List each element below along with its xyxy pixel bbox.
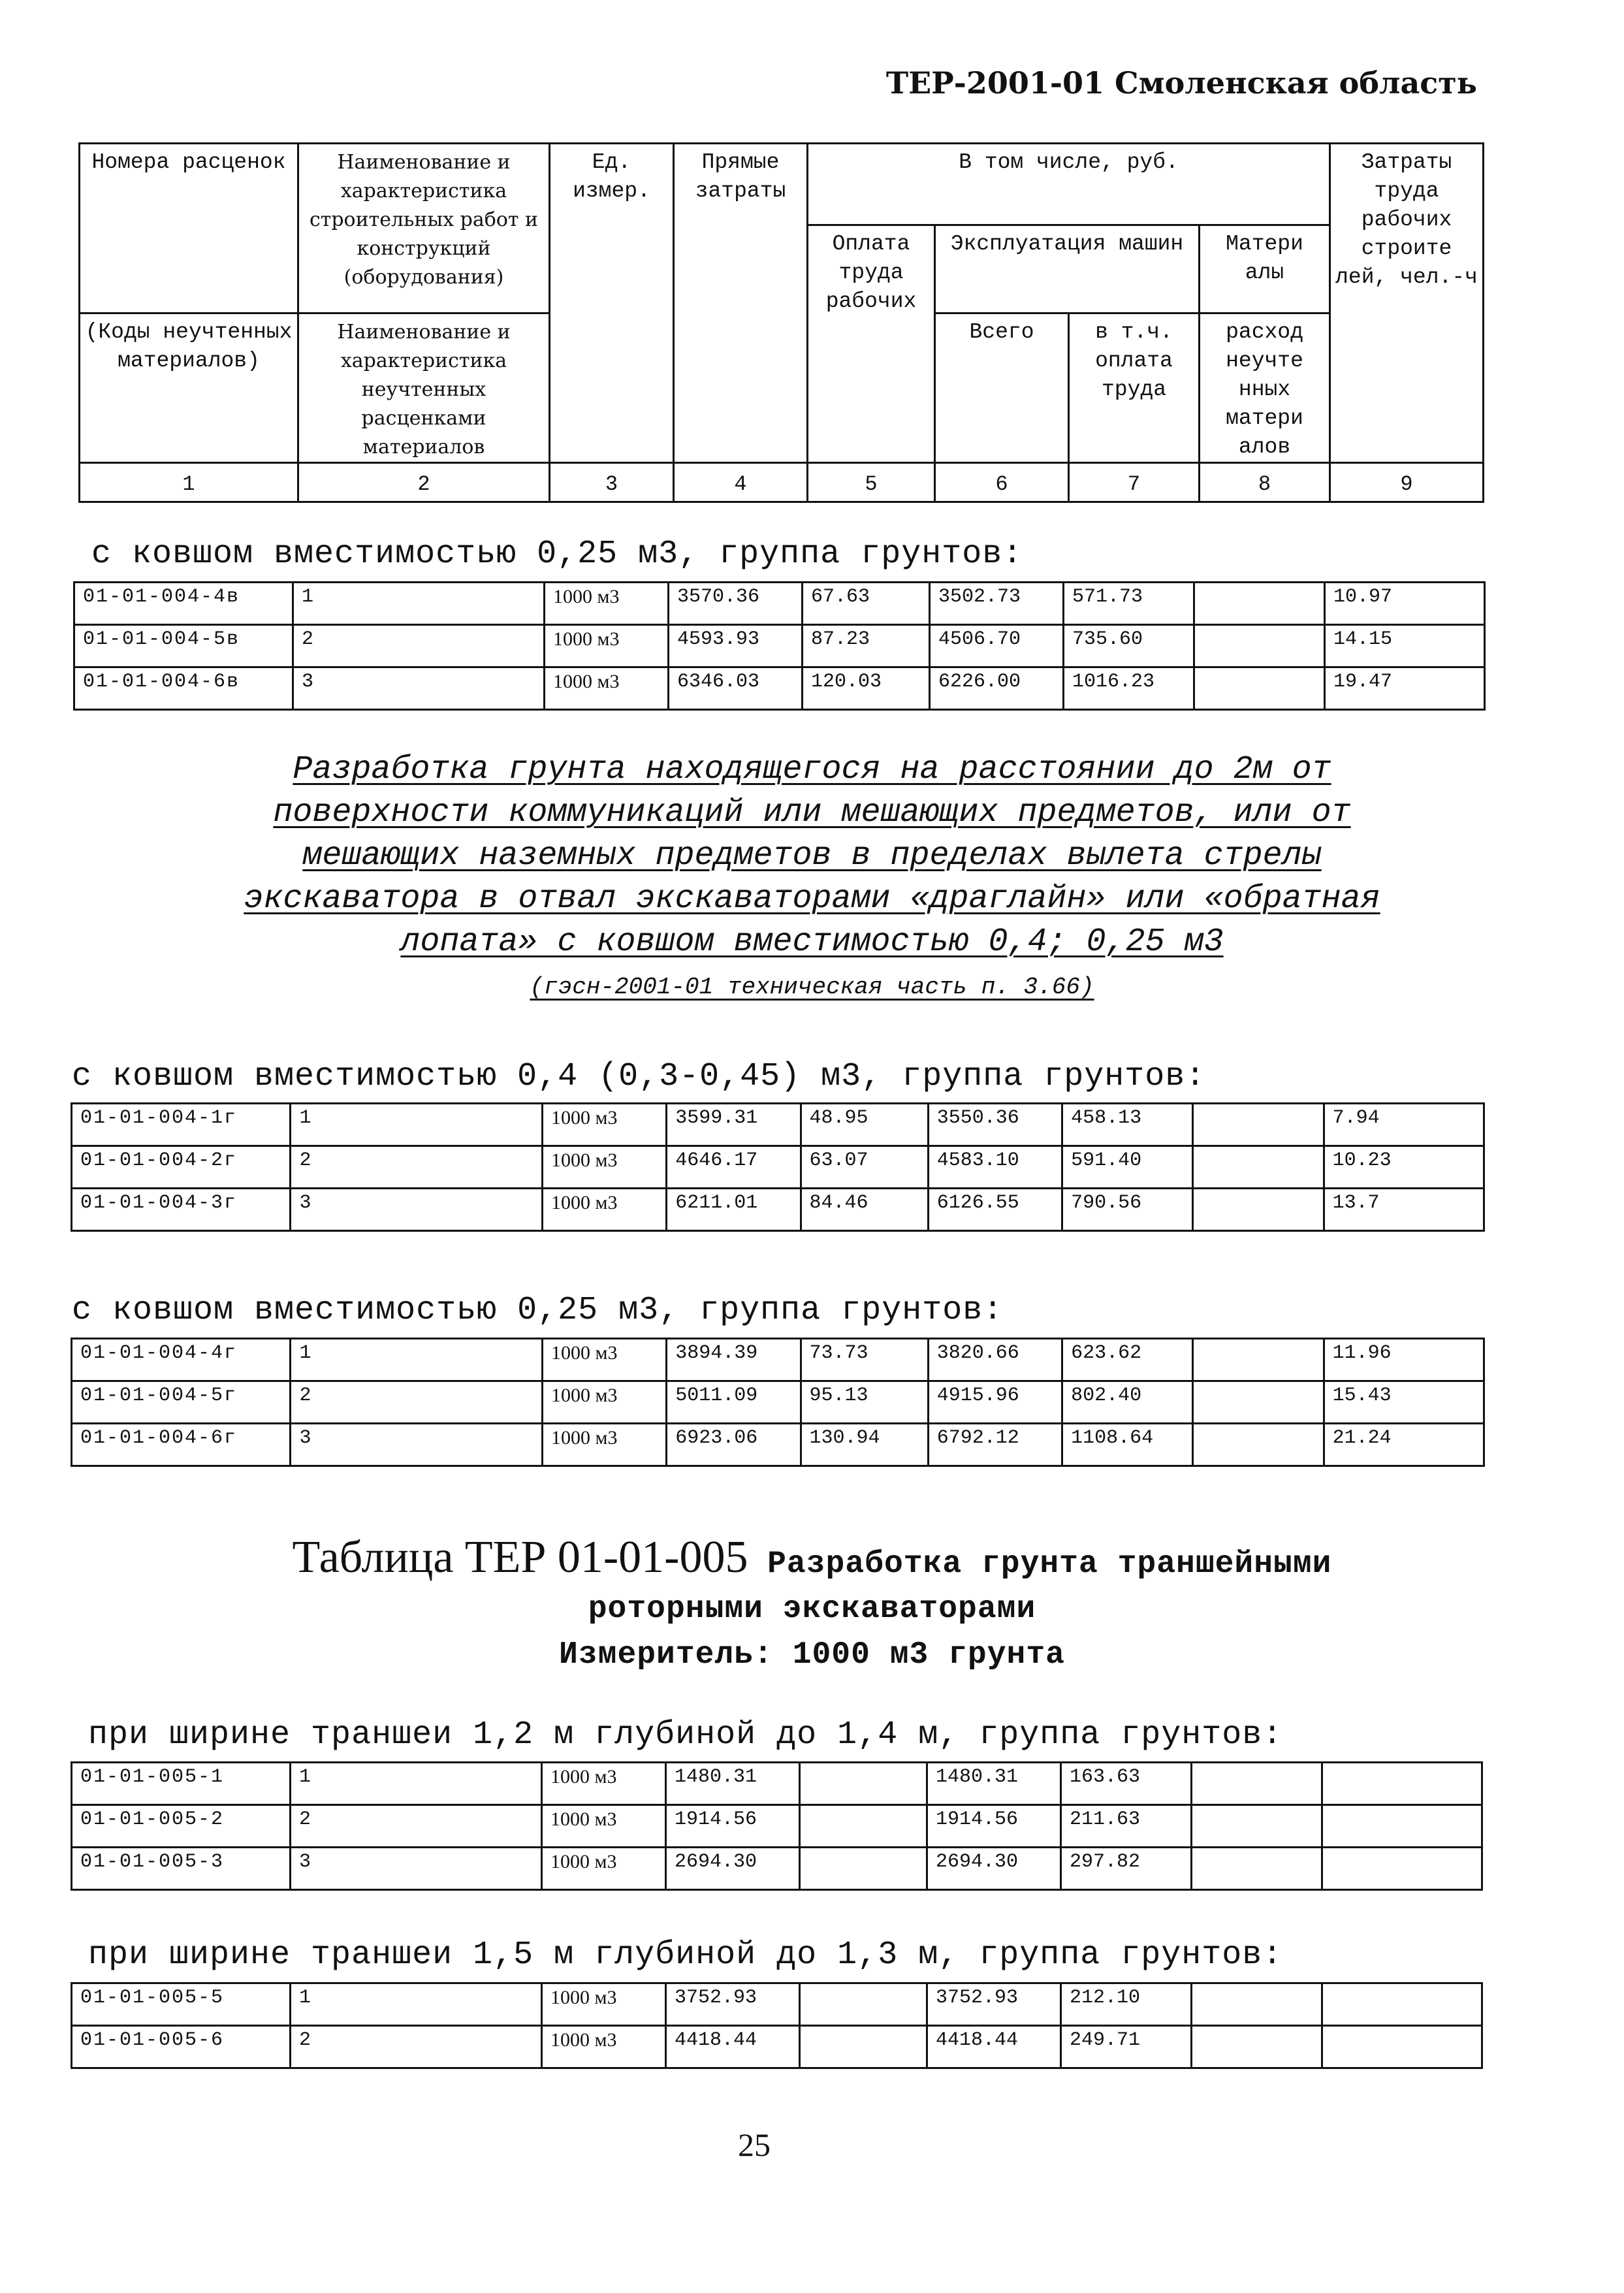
machines-total: 4506.70: [930, 625, 1064, 667]
direct-costs: 1480.31: [666, 1763, 800, 1805]
table-row: [72, 1424, 1484, 1466]
col-number: 7: [1069, 463, 1200, 502]
labor-costs: 10.97: [1325, 583, 1485, 625]
machines-wage: 249.71: [1061, 2026, 1192, 2068]
machines-total: 3550.36: [928, 1104, 1062, 1146]
materials: [1192, 1848, 1322, 1890]
rate-code: 01-01-004-5в: [74, 625, 293, 667]
materials: [1193, 1424, 1324, 1466]
page-header: ТЕР-2001-01 Смоленская область: [885, 65, 1477, 101]
header-direct-cell: Прямые затраты: [674, 144, 808, 463]
rate-code: 01-01-004-6г: [72, 1424, 291, 1466]
machines-total: 3752.93: [927, 1983, 1061, 2026]
machines-total: 6226.00: [930, 667, 1064, 710]
rate-code: 01-01-004-1г: [72, 1104, 291, 1146]
header-name-top: Наименование и характеристика строительных работ и конструкций (оборудования): [298, 144, 550, 313]
unit: 1000 м3: [545, 625, 669, 667]
machines-total: 2694.30: [927, 1848, 1061, 1890]
table-row: [72, 1339, 1484, 1381]
rates-table: [71, 1102, 1485, 1232]
materials: [1192, 2026, 1322, 2068]
labor-costs: 15.43: [1324, 1381, 1484, 1424]
header-machines: Эксплуатация машин: [935, 225, 1200, 313]
machines-wage: 1016.23: [1064, 667, 1194, 710]
rate-code: 01-01-004-6в: [74, 667, 293, 710]
table-row: [72, 1983, 1482, 2026]
rate-code: 01-01-005-3: [72, 1848, 291, 1890]
unit: 1000 м3: [542, 1983, 666, 2026]
wage: 48.95: [801, 1104, 928, 1146]
wage: [800, 1763, 927, 1805]
direct-costs: 3752.93: [666, 1983, 800, 2026]
labor-costs: 10.23: [1324, 1146, 1484, 1189]
rate-code: 01-01-004-4в: [74, 583, 293, 625]
wage: 63.07: [801, 1146, 928, 1189]
labor-costs: [1322, 2026, 1482, 2068]
rates-table: [71, 1982, 1483, 2069]
section-description: [0, 751, 1624, 1010]
wage: 120.03: [803, 667, 930, 710]
unit: 1000 м3: [542, 2026, 666, 2068]
header-wage: Оплата труда рабочих: [808, 225, 935, 463]
wage: [800, 1805, 927, 1848]
header-total: Всего: [935, 313, 1069, 463]
machines-total: 1914.56: [927, 1805, 1061, 1848]
section-title: при ширине траншеи 1,2 м глубиной до 1,4 м, группа грунтов:: [88, 1716, 1283, 1754]
machines-wage: 212.10: [1061, 1983, 1192, 2026]
machines-total: 6792.12: [928, 1424, 1062, 1466]
labor-costs: [1322, 1983, 1482, 2026]
wage: 95.13: [801, 1381, 928, 1424]
materials: [1194, 625, 1325, 667]
materials: [1193, 1339, 1324, 1381]
header-unit-cell: Ед. измер.: [550, 144, 674, 463]
machines-wage: 735.60: [1064, 625, 1194, 667]
rate-code: 01-01-005-5: [72, 1983, 291, 2026]
direct-costs: 2694.30: [666, 1848, 800, 1890]
labor-costs: [1322, 1763, 1482, 1805]
rates-table: [71, 1761, 1483, 1891]
col-number: 6: [935, 463, 1069, 502]
unit: 1000 м3: [542, 1381, 666, 1424]
table-title-line2: роторными экскаваторами: [588, 1592, 1036, 1627]
soil-group: 2: [293, 625, 545, 667]
table-row: [74, 667, 1485, 710]
section-title: при ширине траншеи 1,5 м глубиной до 1,3 м, группа грунтов:: [88, 1936, 1283, 1974]
materials: [1194, 583, 1325, 625]
rates-table: [73, 581, 1486, 711]
page-number: 25: [738, 2126, 771, 2163]
header-labor-cell: Затраты труда рабочих строите лей, чел.-ч: [1330, 144, 1484, 463]
header-including-cell: В том числе, руб.: [808, 144, 1330, 225]
labor-costs: 21.24: [1324, 1424, 1484, 1466]
soil-group: 3: [293, 667, 545, 710]
soil-group: 1: [291, 1983, 542, 2026]
header-grid: [78, 142, 1484, 503]
rate-code: 01-01-004-4г: [72, 1339, 291, 1381]
table-row: [72, 1381, 1484, 1424]
soil-group: 3: [291, 1424, 543, 1466]
machines-total: 4583.10: [928, 1146, 1062, 1189]
unit: 1000 м3: [542, 1848, 666, 1890]
soil-group: 2: [291, 1146, 543, 1189]
wage: 84.46: [801, 1189, 928, 1231]
col-number: 3: [550, 463, 674, 502]
rate-code: 01-01-005-6: [72, 2026, 291, 2068]
machines-wage: 458.13: [1062, 1104, 1193, 1146]
direct-costs: 4593.93: [669, 625, 803, 667]
machines-total: 1480.31: [927, 1763, 1061, 1805]
col-number: 9: [1330, 463, 1484, 502]
machines-wage: 571.73: [1064, 583, 1194, 625]
table-row: [72, 1189, 1484, 1231]
direct-costs: 6211.01: [667, 1189, 801, 1231]
soil-group: 2: [291, 2026, 542, 2068]
unit: 1000 м3: [542, 1424, 666, 1466]
direct-costs: 3894.39: [667, 1339, 801, 1381]
col-number: 2: [298, 463, 550, 502]
col-number: 5: [808, 463, 935, 502]
machines-wage: 790.56: [1062, 1189, 1193, 1231]
labor-costs: 13.7: [1324, 1189, 1484, 1231]
table-row: [72, 2026, 1482, 2068]
labor-costs: [1322, 1848, 1482, 1890]
col-number: 1: [80, 463, 298, 502]
direct-costs: 3599.31: [667, 1104, 801, 1146]
header-unaccounted: расход неучте нных матери алов: [1200, 313, 1330, 463]
rate-code: 01-01-005-1: [72, 1763, 291, 1805]
direct-costs: 5011.09: [667, 1381, 801, 1424]
machines-total: 6126.55: [928, 1189, 1062, 1231]
rate-code: 01-01-004-2г: [72, 1146, 291, 1189]
soil-group: 1: [293, 583, 545, 625]
wage: [800, 2026, 927, 2068]
table-row: [72, 1848, 1482, 1890]
description-line: поверхности коммуникаций или мешающих предметов, или от: [273, 794, 1351, 831]
soil-group: 2: [291, 1381, 543, 1424]
unit: 1000 м3: [542, 1763, 666, 1805]
unit: 1000 м3: [545, 667, 669, 710]
rate-code: 01-01-005-2: [72, 1805, 291, 1848]
description-line: мешающих наземных предметов в пределах вылета стрелы: [302, 837, 1322, 874]
table-measure: Измеритель: 1000 м3 грунта: [559, 1637, 1065, 1673]
machines-total: 4915.96: [928, 1381, 1062, 1424]
direct-costs: 1914.56: [666, 1805, 800, 1848]
table-title-line1: Разработка грунта траншейными: [767, 1547, 1332, 1582]
unit: 1000 м3: [542, 1805, 666, 1848]
materials: [1193, 1104, 1324, 1146]
unit: 1000 м3: [542, 1146, 666, 1189]
wage: [800, 1983, 927, 2026]
header-materials: Матери алы: [1200, 225, 1330, 313]
description-line: лопата» с ковшом вместимостью 0,4; 0,25 м3: [400, 923, 1224, 961]
labor-costs: 19.47: [1325, 667, 1485, 710]
col-number: 4: [674, 463, 808, 502]
header-codes-top: Номера расценок: [80, 144, 298, 313]
description-line: Разработка грунта находящегося на расстоянии до 2м от: [293, 751, 1331, 788]
unit: 1000 м3: [542, 1339, 666, 1381]
table-row: [72, 1805, 1482, 1848]
materials: [1192, 1763, 1322, 1805]
materials: [1192, 1983, 1322, 2026]
materials: [1193, 1146, 1324, 1189]
materials: [1192, 1805, 1322, 1848]
machines-wage: 211.63: [1061, 1805, 1192, 1848]
wage: 73.73: [801, 1339, 928, 1381]
header-name-bottom: Наименование и характеристика неучтенных расценками материалов: [298, 313, 550, 463]
header-codes-bottom: (Коды неучтенных материалов): [80, 313, 298, 463]
table-row: [72, 1104, 1484, 1146]
wage: 87.23: [803, 625, 930, 667]
soil-group: 1: [291, 1104, 543, 1146]
soil-group: 3: [291, 1189, 543, 1231]
wage: 67.63: [803, 583, 930, 625]
direct-costs: 6346.03: [669, 667, 803, 710]
machines-total: 3820.66: [928, 1339, 1062, 1381]
col-number: 8: [1200, 463, 1330, 502]
unit: 1000 м3: [542, 1104, 666, 1146]
materials: [1194, 667, 1325, 710]
unit: 1000 м3: [542, 1189, 666, 1231]
section-title: с ковшом вместимостью 0,25 м3, группа грунтов:: [72, 1292, 1004, 1329]
labor-costs: 14.15: [1325, 625, 1485, 667]
table-row: [72, 1763, 1482, 1805]
soil-group: 3: [291, 1848, 542, 1890]
direct-costs: 4418.44: [666, 2026, 800, 2068]
wage: [800, 1848, 927, 1890]
table-row: [72, 1146, 1484, 1189]
rate-code: 01-01-004-3г: [72, 1189, 291, 1231]
table-title-prefix: Таблица ТЕР 01-01-005: [292, 1532, 748, 1582]
machines-wage: 591.40: [1062, 1146, 1193, 1189]
soil-group: 1: [291, 1763, 542, 1805]
direct-costs: 4646.17: [667, 1146, 801, 1189]
direct-costs: 6923.06: [667, 1424, 801, 1466]
header-incl-wage: в т.ч. оплата труда: [1069, 313, 1200, 463]
machines-total: 3502.73: [930, 583, 1064, 625]
materials: [1193, 1381, 1324, 1424]
soil-group: 1: [291, 1339, 543, 1381]
machines-wage: 163.63: [1061, 1763, 1192, 1805]
unit: 1000 м3: [545, 583, 669, 625]
soil-group: 2: [291, 1805, 542, 1848]
table-row: [74, 625, 1485, 667]
machines-wage: 1108.64: [1062, 1424, 1193, 1466]
direct-costs: 3570.36: [669, 583, 803, 625]
table-title: [0, 1531, 1624, 1683]
machines-wage: 802.40: [1062, 1381, 1193, 1424]
rate-code: 01-01-004-5г: [72, 1381, 291, 1424]
labor-costs: 7.94: [1324, 1104, 1484, 1146]
materials: [1193, 1189, 1324, 1231]
wage: 130.94: [801, 1424, 928, 1466]
labor-costs: [1322, 1805, 1482, 1848]
section-title: с ковшом вместимостью 0,4 (0,3-0,45) м3, группа грунтов:: [72, 1058, 1206, 1095]
machines-total: 4418.44: [927, 2026, 1061, 2068]
description-line: экскаватора в отвал экскаваторами «драглайн» или «обратная: [244, 880, 1380, 918]
rates-table: [71, 1338, 1485, 1467]
machines-wage: 297.82: [1061, 1848, 1192, 1890]
table-row: [74, 583, 1485, 625]
labor-costs: 11.96: [1324, 1339, 1484, 1381]
description-reference: (гэсн-2001-01 техническая часть п. 3.66): [530, 974, 1094, 1001]
machines-wage: 623.62: [1062, 1339, 1193, 1381]
section-title: с ковшом вместимостью 0,25 м3, группа грунтов:: [91, 536, 1023, 573]
